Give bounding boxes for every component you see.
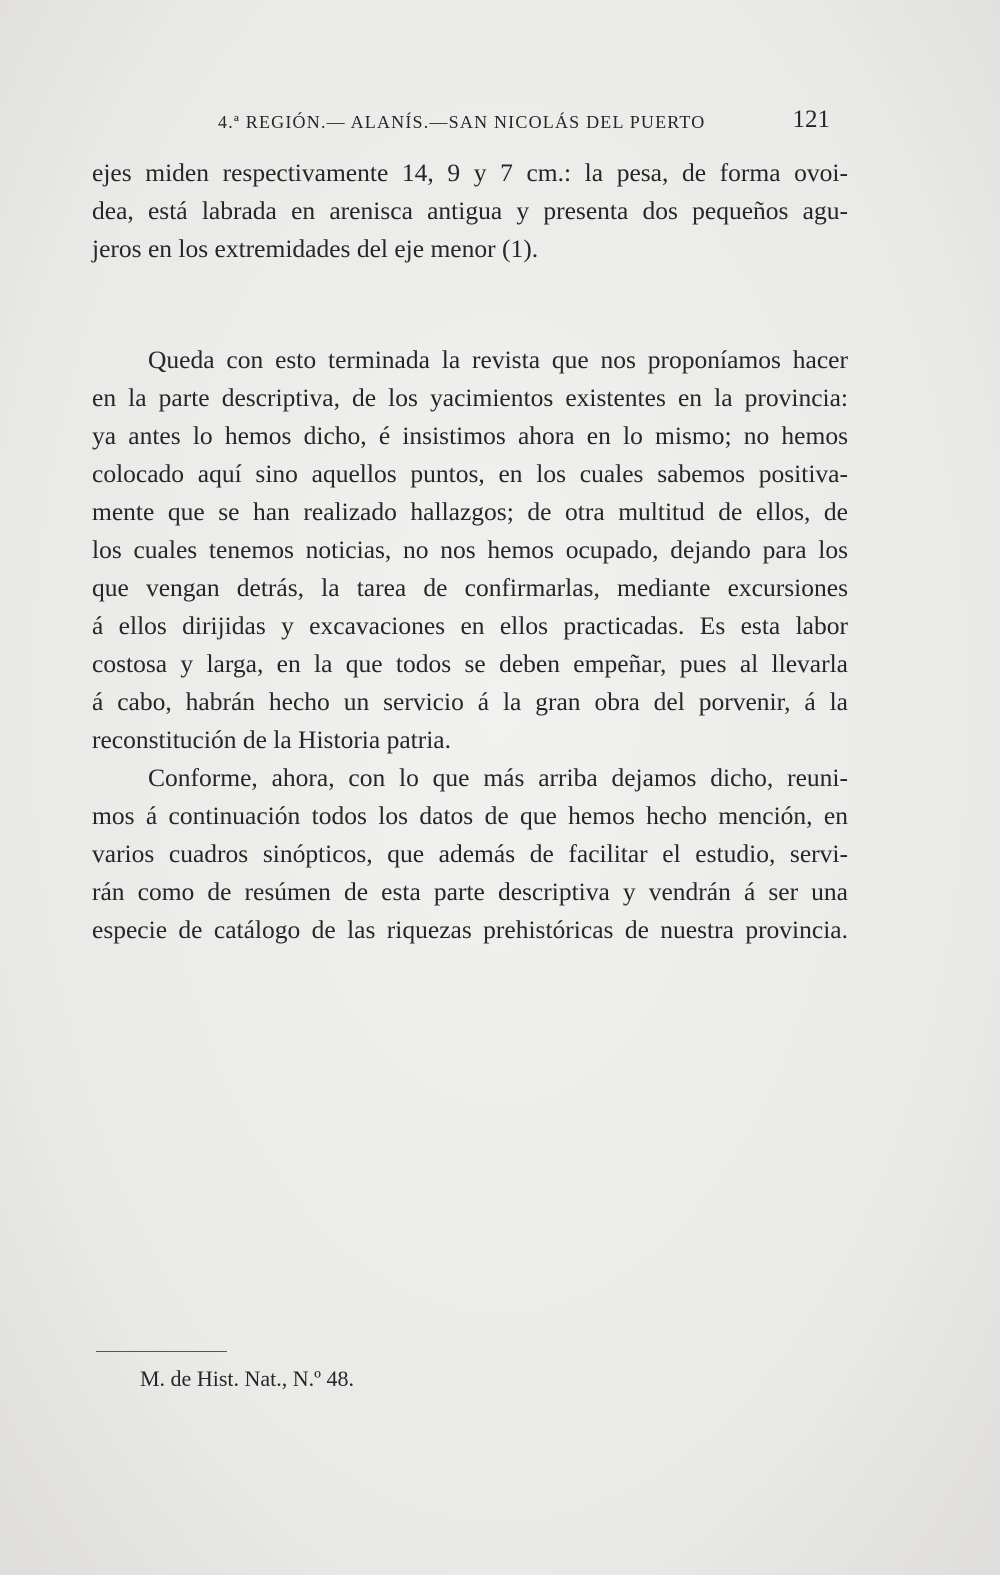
text-line: reconstitución de la Historia patria. bbox=[92, 725, 452, 754]
text-line: varios cuadros sinópticos, que además de facilitar el estudio, servi- bbox=[92, 839, 848, 868]
page-number: 121 bbox=[792, 106, 830, 133]
signature-mark: M. de Hist. Nat., N.º 48. bbox=[140, 1366, 354, 1391]
text-line: colocado aquí sino aquellos puntos, en los cuales sabemos positiva- bbox=[92, 459, 848, 488]
text-line: mente que se han realizado hallazgos; de otra multitud de ellos, de bbox=[92, 497, 848, 526]
text-line: á ellos dirijidas y excavaciones en ellos practicadas. Es esta labor bbox=[92, 611, 848, 640]
text-line: mos á continuación todos los datos de que hemos hecho mención, en bbox=[92, 801, 848, 830]
running-header bbox=[218, 102, 830, 142]
text-line: que vengan detrás, la tarea de confirmarlas, mediante excursiones bbox=[92, 573, 848, 602]
text-line: en la parte descriptiva, de los yacimientos existentes en la provincia: bbox=[92, 383, 848, 412]
text-line: rán como de resúmen de esta parte descriptiva y vendrán á ser una bbox=[92, 877, 848, 906]
text-line: costosa y larga, en la que todos se deben empeñar, pues al llevarla bbox=[92, 649, 848, 678]
text-line: á cabo, habrán hecho un servicio á la gran obra del porvenir, á la bbox=[92, 687, 848, 716]
paragraph-first-line: Queda con esto terminada la revista que nos proponíamos hacer bbox=[148, 345, 848, 374]
text-line: dea, está labrada en arenisca antigua y presenta dos pequeños agu- bbox=[92, 196, 848, 225]
text-line: ya antes lo hemos dicho, é insistimos ahora en lo mismo; no hemos bbox=[92, 421, 848, 450]
text-line: especie de catálogo de las riquezas prehistóricas de nuestra provincia. bbox=[92, 915, 848, 944]
text-line: los cuales tenemos noticias, no nos hemos ocupado, dejando para los bbox=[92, 535, 848, 564]
running-title: 4.ª REGIÓN.— ALANÍS.—SAN NICOLÁS DEL PUERTO bbox=[218, 112, 706, 132]
paragraph-first-line: Conforme, ahora, con lo que más arriba dejamos dicho, reuni- bbox=[148, 763, 848, 792]
text-line: ejes miden respectivamente 14, 9 y 7 cm.: la pesa, de forma ovoi- bbox=[92, 158, 848, 187]
text-line: jeros en los extremidades del eje menor (1). bbox=[92, 234, 539, 263]
footer-rule bbox=[96, 1351, 227, 1352]
